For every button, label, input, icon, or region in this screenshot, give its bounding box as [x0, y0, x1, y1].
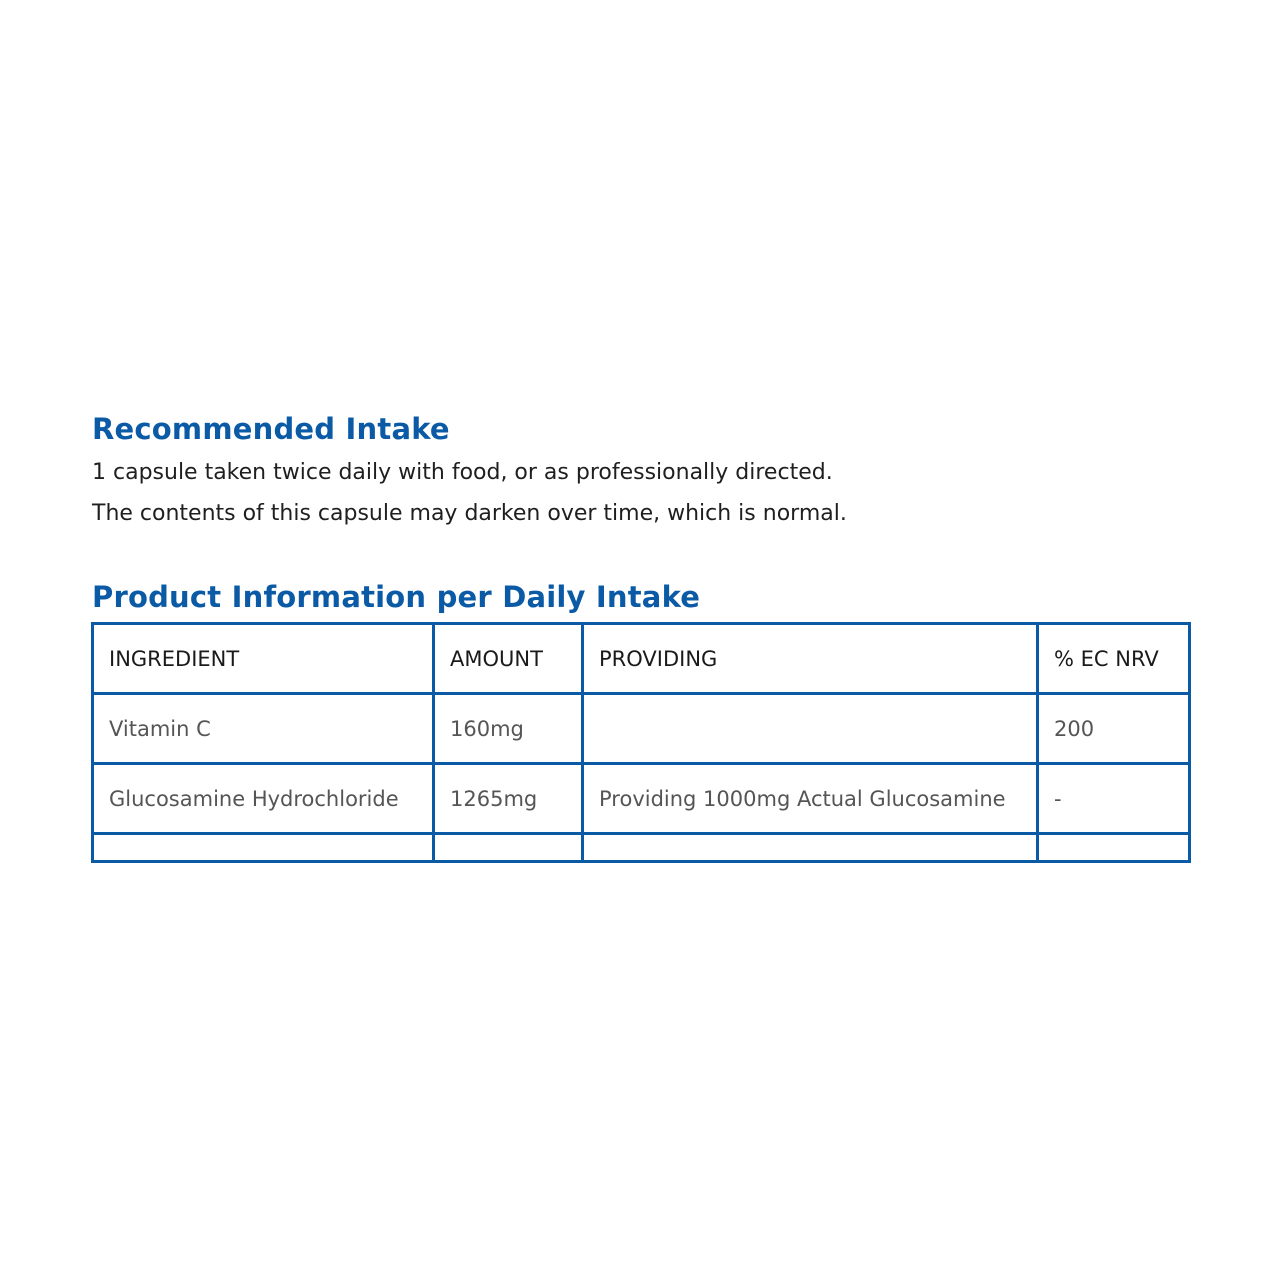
amount-cell: 1265mg: [434, 764, 583, 834]
product-information-heading: Product Information per Daily Intake: [92, 580, 701, 614]
intake-note: The contents of this capsule may darken over time, which is normal.: [92, 501, 847, 526]
amount-cell: 160mg: [434, 694, 583, 764]
table-header-row: [93, 624, 1190, 694]
amount-cell: [434, 834, 583, 862]
product-information-table: [91, 622, 1191, 863]
nrv-cell: -: [1038, 764, 1190, 834]
table-row: [93, 834, 1190, 862]
ingredient-cell: Glucosamine Hydrochloride: [93, 764, 434, 834]
table-row: [93, 764, 1190, 834]
table-row: [93, 694, 1190, 764]
column-header-amount: AMOUNT: [434, 624, 583, 694]
providing-cell: Providing 1000mg Actual Glucosamine: [583, 764, 1038, 834]
nrv-cell: 200: [1038, 694, 1190, 764]
intake-instruction: 1 capsule taken twice daily with food, or as professionally directed.: [92, 460, 833, 485]
column-header-providing: PROVIDING: [583, 624, 1038, 694]
providing-cell: [583, 694, 1038, 764]
ingredient-cell: Vitamin C: [93, 694, 434, 764]
ingredient-cell: [93, 834, 434, 862]
providing-cell: [583, 834, 1038, 862]
column-header-ingredient: INGREDIENT: [93, 624, 434, 694]
recommended-intake-heading: Recommended Intake: [92, 412, 450, 446]
column-header-nrv: % EC NRV: [1038, 624, 1190, 694]
nrv-cell: [1038, 834, 1190, 862]
